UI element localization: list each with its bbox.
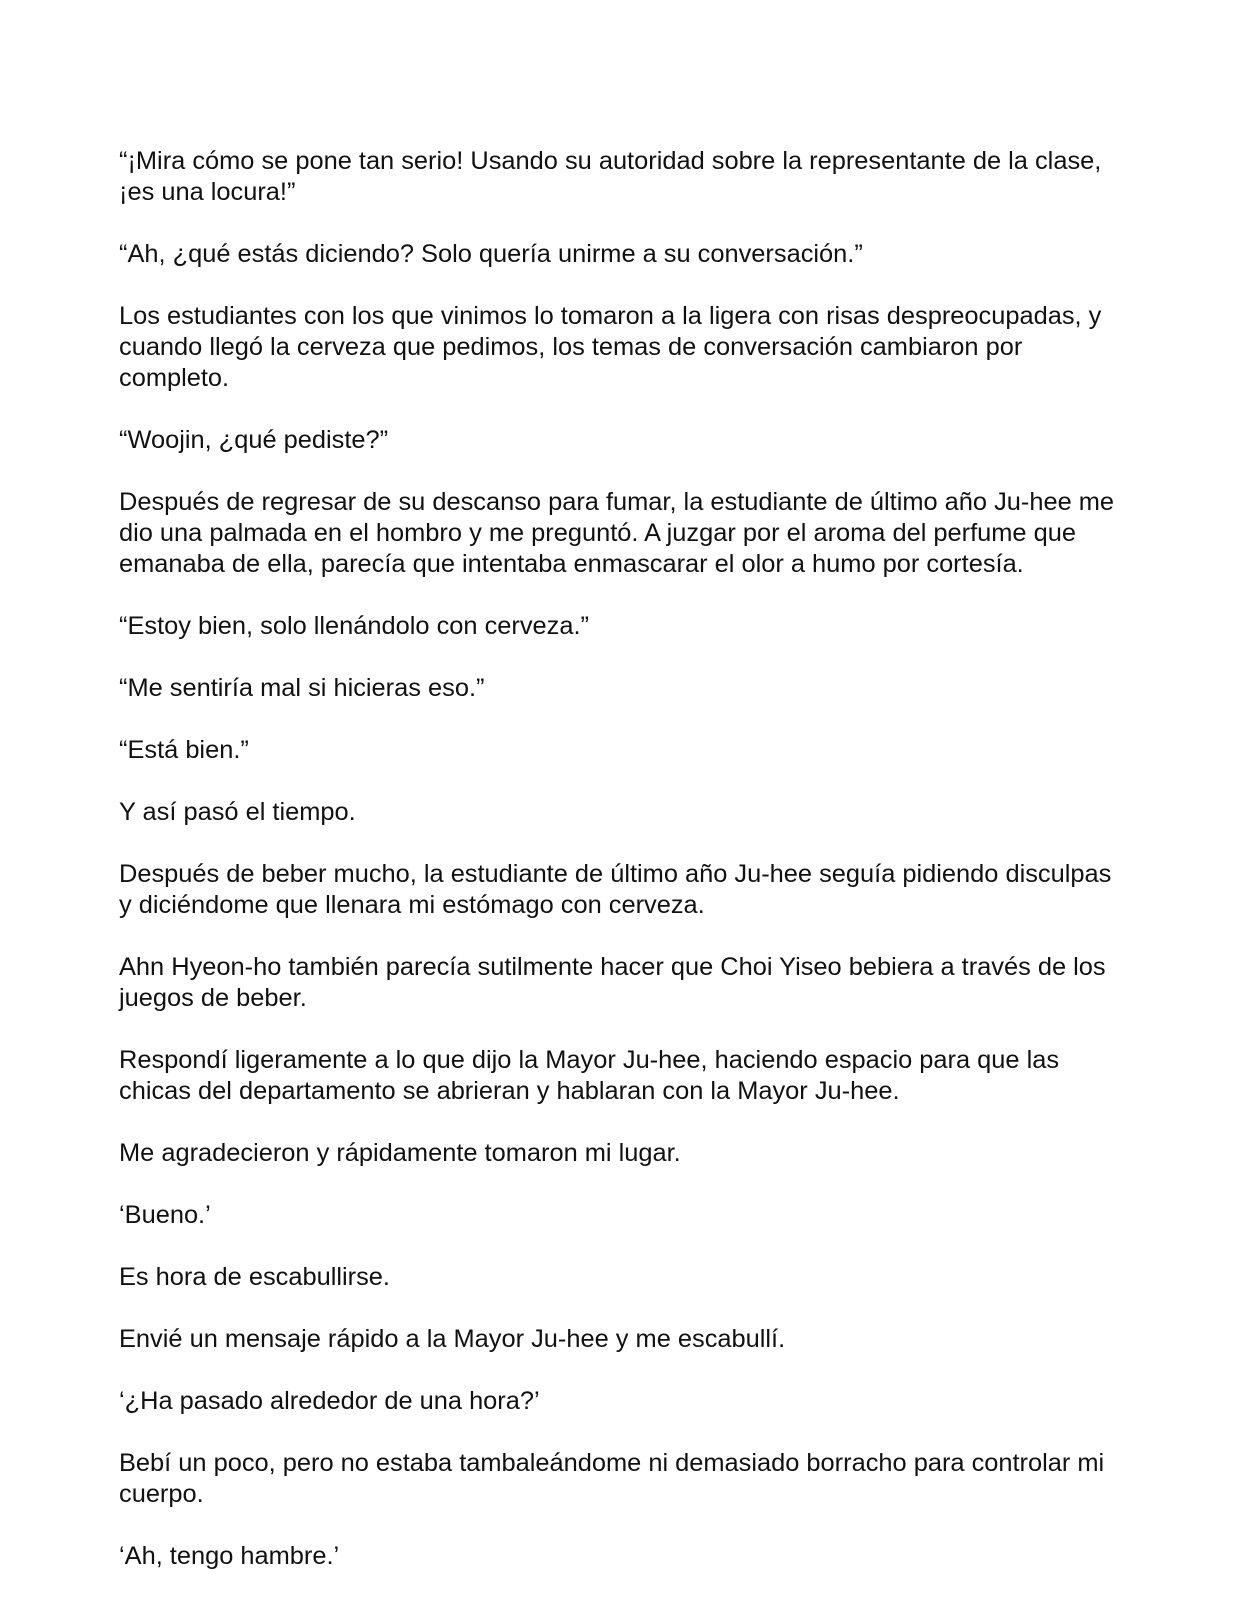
paragraph: “Está bien.” (119, 736, 249, 764)
document-body (119, 146, 1129, 1603)
paragraph: Y así pasó el tiempo. (119, 798, 356, 826)
paragraph: Los estudiantes con los que vinimos lo tomaron a la ligera con risas despreocupadas, y cuando llegó la cerveza que pedimos, los temas de conversación cambiaron por completo. (119, 302, 1102, 392)
paragraph: “Woojin, ¿qué pediste?” (119, 426, 389, 454)
paragraph: “¡Mira cómo se pone tan serio! Usando su autoridad sobre la representante de la clase, ¡es una locura!” (119, 147, 1102, 206)
paragraph: Ahn Hyeon-ho también parecía sutilmente hacer que Choi Yiseo bebiera a través de los juegos de beber. (119, 953, 1106, 1012)
paragraph: Envié un mensaje rápido a la Mayor Ju-hee y me escabullí. (119, 1325, 786, 1353)
paragraph: Después de beber mucho, la estudiante de último año Ju-hee seguía pidiendo disculpas y diciéndome que llenara mi estómago con cerveza. (119, 860, 1112, 919)
paragraph: ‘Ah, tengo hambre.’ (119, 1542, 340, 1570)
paragraph: “Estoy bien, solo llenándolo con cerveza.” (119, 612, 589, 640)
paragraph: “Ah, ¿qué estás diciendo? Solo quería unirme a su conversación.” (119, 240, 863, 268)
paragraph: Me agradecieron y rápidamente tomaron mi lugar. (119, 1139, 681, 1167)
paragraph: ‘¿Ha pasado alrededor de una hora?’ (119, 1387, 540, 1415)
paragraph: Es hora de escabullirse. (119, 1263, 390, 1291)
paragraph: Respondí ligeramente a lo que dijo la Mayor Ju-hee, haciendo espacio para que las chicas del departamento se abrieran y hablaran con la Mayor Ju-hee. (119, 1046, 1060, 1105)
paragraph: ‘Bueno.’ (119, 1201, 211, 1229)
paragraph: Bebí un poco, pero no estaba tambaleándome ni demasiado borracho para controlar mi cuerpo. (119, 1449, 1105, 1508)
paragraph: Después de regresar de su descanso para fumar, la estudiante de último año Ju-hee me dio una palmada en el hombro y me preguntó. A juzgar por el aroma del perfume que emanaba de ella, parecía que intentaba enmascarar el olor a humo por cortesía. (119, 488, 1115, 578)
paragraph: “Me sentiría mal si hicieras eso.” (119, 674, 485, 702)
